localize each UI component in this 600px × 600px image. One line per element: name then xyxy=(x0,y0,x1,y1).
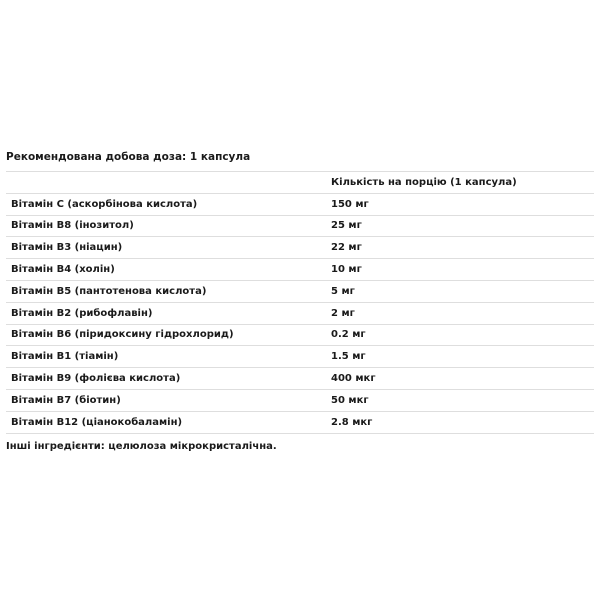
header-ingredient xyxy=(6,172,329,194)
ingredient-amount: 2 мг xyxy=(329,302,594,324)
table-row xyxy=(6,215,594,237)
ingredient-name: Вітамін C (аскорбінова кислота) xyxy=(6,193,329,215)
ingredient-name: Вітамін B4 (холін) xyxy=(6,259,329,281)
ingredient-name: Вітамін B9 (фолієва кислота) xyxy=(6,368,329,390)
other-ingredients: Інші інгредієнти: целюлоза мікрокристалічна. xyxy=(6,440,277,452)
table-row xyxy=(6,302,594,324)
table-row xyxy=(6,368,594,390)
ingredient-name: Вітамін B2 (рибофлавін) xyxy=(6,302,329,324)
ingredient-amount: 10 мг xyxy=(329,259,594,281)
ingredient-amount: 1.5 мг xyxy=(329,346,594,368)
table-row xyxy=(6,280,594,302)
ingredient-amount: 0.2 мг xyxy=(329,324,594,346)
ingredient-amount: 25 мг xyxy=(329,215,594,237)
ingredient-name: Вітамін B8 (інозитол) xyxy=(6,215,329,237)
ingredient-name: Вітамін B12 (ціанокобаламін) xyxy=(6,411,329,433)
nutrition-table xyxy=(6,171,594,434)
ingredient-amount: 50 мкг xyxy=(329,389,594,411)
ingredient-amount: 150 мг xyxy=(329,193,594,215)
ingredient-name: Вітамін B3 (ніацин) xyxy=(6,237,329,259)
ingredient-amount: 22 мг xyxy=(329,237,594,259)
table-row xyxy=(6,324,594,346)
table-row xyxy=(6,411,594,433)
table-row xyxy=(6,193,594,215)
ingredient-amount: 2.8 мкг xyxy=(329,411,594,433)
table-header-row xyxy=(6,172,594,194)
table-row xyxy=(6,259,594,281)
supplement-facts xyxy=(6,150,594,454)
ingredient-name: Вітамін B7 (біотин) xyxy=(6,389,329,411)
ingredient-name: Вітамін B5 (пантотенова кислота) xyxy=(6,280,329,302)
table-row xyxy=(6,389,594,411)
table-row xyxy=(6,346,594,368)
ingredient-amount: 400 мкг xyxy=(329,368,594,390)
table-row xyxy=(6,237,594,259)
ingredient-name: Вітамін B6 (піридоксину гідрохлорид) xyxy=(6,324,329,346)
recommended-dose: Рекомендована добова доза: 1 капсула xyxy=(6,151,251,163)
header-amount: Кількість на порцію (1 капсула) xyxy=(329,172,594,194)
ingredient-amount: 5 мг xyxy=(329,280,594,302)
ingredient-name: Вітамін B1 (тіамін) xyxy=(6,346,329,368)
